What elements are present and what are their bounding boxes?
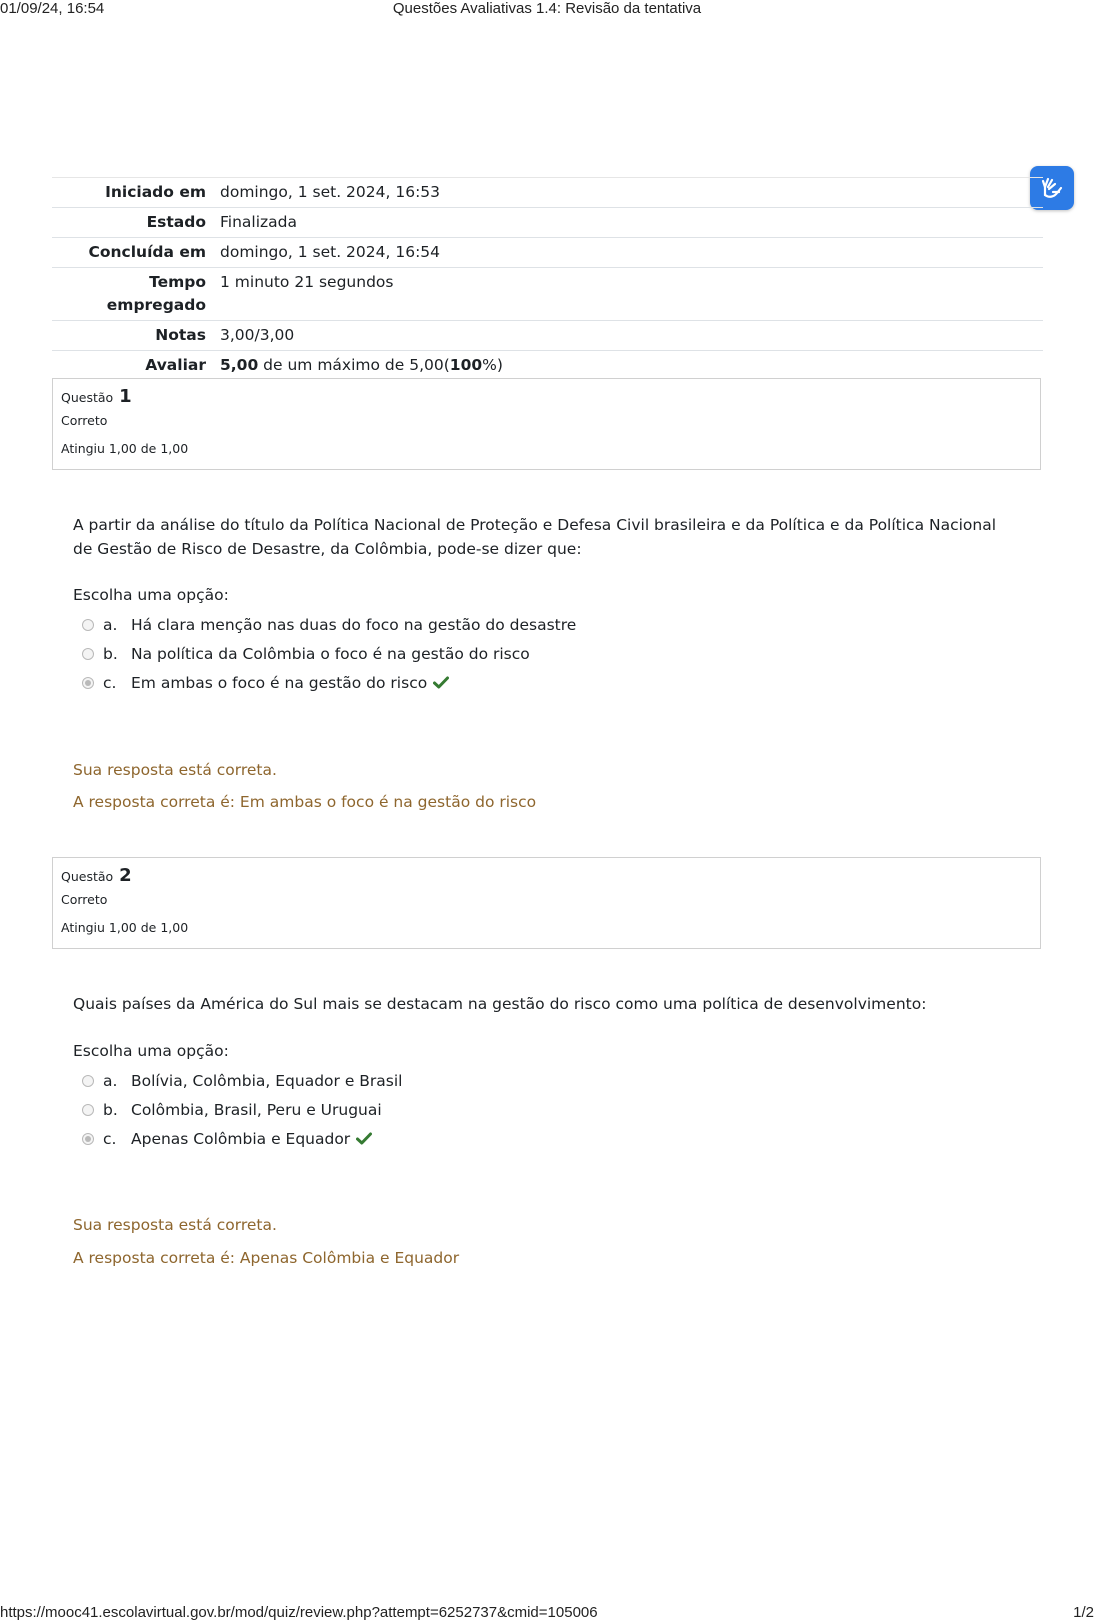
summary-row-marks (52, 321, 1043, 351)
time-label: Tempo empregado (106, 273, 206, 314)
answer-option-b[interactable] (82, 639, 576, 668)
answer-text: Bolívia, Colômbia, Equador e Brasil (131, 1071, 403, 1090)
question-number (61, 863, 1032, 885)
answer-option-a[interactable] (82, 610, 576, 639)
print-datetime: 01/09/24, 16:54 (0, 0, 105, 17)
answer-letter: c. (103, 673, 117, 692)
answer-letter: a. (103, 615, 118, 634)
question-1-right-answer: A resposta correta é: Em ambas o foco é na gestão do risco (73, 793, 537, 811)
question-1-info (52, 378, 1041, 470)
state-value: Finalizada (220, 213, 298, 231)
question-2-info (52, 857, 1041, 949)
question-number (61, 384, 1032, 406)
question-1-text: A partir da análise do título da Política Nacional de Proteção e Defesa Civil brasileira e da Política e da Política Nacional de Gestão de Risco de Desastre, da Colômbia, pode-se dizer que: (73, 516, 997, 558)
answer-option-b[interactable] (82, 1095, 403, 1124)
attempt-summary-table (52, 177, 1043, 380)
radio-button[interactable] (82, 1104, 94, 1116)
print-page-number: 1/2 (1073, 1604, 1094, 1621)
radio-button[interactable] (82, 1075, 94, 1087)
summary-row-time (52, 268, 1043, 321)
print-url: https://mooc41.escolavirtual.gov.br/mod/quiz/review.php?attempt=6252737&cmid=105006 (0, 1604, 598, 1621)
question-2-prompt: Escolha uma opção: (73, 1042, 229, 1060)
completed-value: domingo, 1 set. 2024, 16:54 (220, 243, 441, 261)
print-footer (0, 1604, 1094, 1623)
answer-text: Há clara menção nas duas do foco na gestão do desastre (131, 615, 577, 634)
answer-letter: a. (103, 1071, 118, 1090)
question-grade: Atingiu 1,00 de 1,00 (61, 441, 189, 456)
radio-button-selected[interactable] (82, 677, 94, 689)
time-value: 1 minuto 21 segundos (220, 273, 394, 291)
question-label: Questão (61, 869, 114, 884)
grade-percent: 100 (449, 356, 483, 374)
started-label: Iniciado em (105, 183, 206, 201)
radio-button[interactable] (82, 648, 94, 660)
answer-option-a[interactable] (82, 1066, 403, 1095)
answer-option-c[interactable] (82, 668, 576, 697)
question-2-text: Quais países da América do Sul mais se destacam na gestão do risco como uma política de desenvolvimento: (73, 995, 927, 1013)
grade-text-end: %) (482, 356, 503, 374)
answer-letter: b. (103, 644, 118, 663)
question-number-value: 2 (119, 865, 132, 886)
answer-text: Colômbia, Brasil, Peru e Uruguai (131, 1100, 382, 1119)
correct-check-icon (433, 676, 449, 689)
answer-text: Apenas Colômbia e Equador (131, 1129, 351, 1148)
summary-row-started (52, 178, 1043, 208)
question-state: Correto (61, 413, 108, 428)
radio-button[interactable] (82, 619, 94, 631)
question-1-feedback: Sua resposta está correta. (73, 761, 277, 779)
question-number-value: 1 (119, 386, 132, 407)
summary-row-state (52, 208, 1043, 238)
summary-row-completed (52, 238, 1043, 268)
question-2-right-answer: A resposta correta é: Apenas Colômbia e Equador (73, 1249, 460, 1267)
radio-button-selected[interactable] (82, 1133, 94, 1145)
print-page-title: Questões Avaliativas 1.4: Revisão da tentativa (392, 0, 702, 17)
answer-text: Em ambas o foco é na gestão do risco (131, 673, 428, 692)
grade-text-mid: de um máximo de 5,00( (258, 356, 450, 374)
question-state: Correto (61, 892, 108, 907)
correct-check-icon (356, 1132, 372, 1145)
question-1-prompt: Escolha uma opção: (73, 586, 229, 604)
answer-text: Na política da Colômbia o foco é na gestão do risco (131, 644, 530, 663)
grade-label: Avaliar (145, 356, 206, 374)
state-label: Estado (146, 213, 206, 231)
answer-option-c[interactable] (82, 1124, 403, 1153)
grade-value: 5,00 (220, 356, 259, 374)
question-1-answers (82, 610, 576, 697)
started-value: domingo, 1 set. 2024, 16:53 (220, 183, 441, 201)
question-label: Questão (61, 390, 114, 405)
marks-value: 3,00/3,00 (220, 326, 295, 344)
question-2-feedback: Sua resposta está correta. (73, 1216, 277, 1234)
marks-label: Notas (155, 326, 206, 344)
grade-value-cell (220, 351, 1043, 381)
summary-row-grade (52, 351, 1043, 381)
completed-label: Concluída em (88, 243, 206, 261)
question-2-answers (82, 1066, 403, 1153)
print-header (0, 0, 1094, 20)
answer-letter: c. (103, 1129, 117, 1148)
answer-letter: b. (103, 1100, 118, 1119)
question-grade: Atingiu 1,00 de 1,00 (61, 920, 189, 935)
